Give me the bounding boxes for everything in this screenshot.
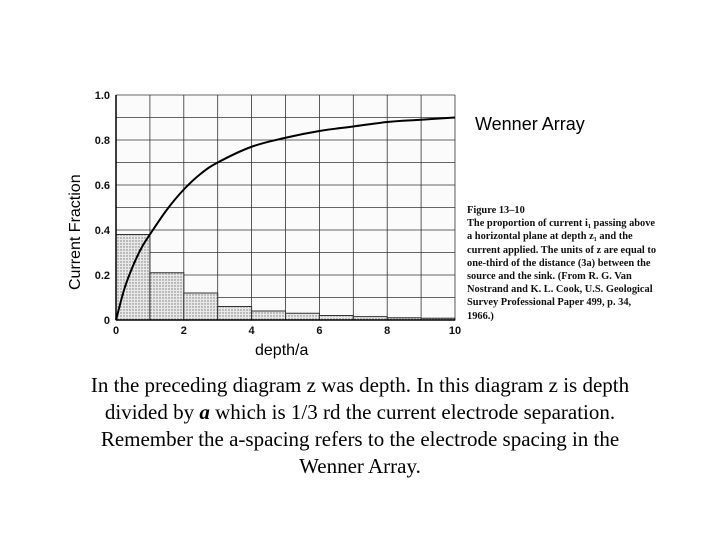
x-tick-label: 6 (316, 325, 323, 337)
y-tick-label: 0.6 (94, 180, 110, 192)
y-tick-label: 0.4 (94, 225, 110, 237)
y-tick-label: 0.2 (94, 270, 110, 282)
x-tick-label: 8 (384, 325, 391, 337)
x-tick-label: 4 (248, 325, 255, 337)
x-tick-label: 2 (180, 325, 187, 337)
x-tick-label: 10 (448, 325, 462, 337)
histogram-bar (252, 311, 286, 320)
chart-title: Wenner Array (475, 114, 585, 134)
figure-caption (467, 204, 657, 323)
note-text-2: which is 1/3 rd the current electrode separation. Remember the a-spacing refers to the electrode spacing in the Wenner Array. (100, 400, 620, 478)
y-tick-label: 0 (103, 315, 110, 327)
histogram-bar (286, 313, 320, 320)
histogram-bar (116, 235, 150, 321)
figure-number: Figure 13–10 (467, 205, 525, 216)
note-emphasis: a (199, 400, 210, 424)
figure-caption-text: The proportion of current i₁ passing above a horizontal plane at depth z₁ and the current applied. The units of z are equal to one-third of the distance (3a) between the source and the sink. (From R. G. Van Nostrand and K. L. Cook, U.S. Geological Survey Professional Paper 499, p. 34, 1966.) (467, 218, 657, 322)
y-axis-label: Current Fraction (67, 174, 84, 290)
note-text-1: In the preceding diagram z was depth. In this diagram z is depth divided by (90, 373, 630, 424)
y-tick-label: 1.0 (94, 90, 110, 102)
histogram-bar (150, 273, 184, 320)
x-axis-label: depth/a (255, 342, 309, 359)
x-tick-label: 0 (112, 325, 120, 337)
explanatory-note (80, 372, 640, 480)
y-tick-label: 0.8 (94, 135, 110, 147)
histogram-bar (218, 307, 252, 321)
histogram-bar (184, 293, 218, 320)
